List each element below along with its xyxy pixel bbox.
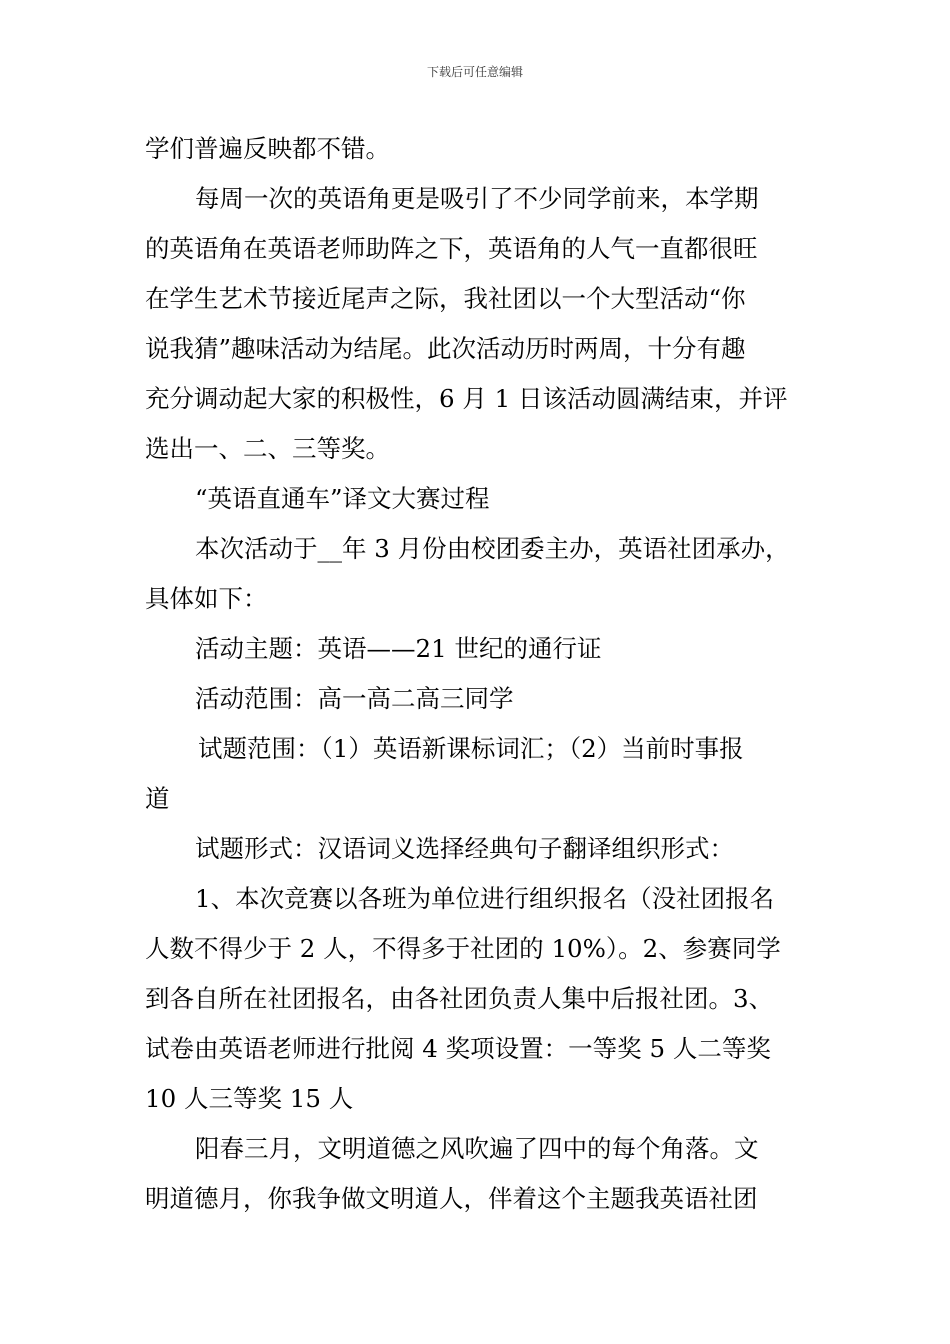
text-line: 选出一、二、三等奖。 <box>145 434 390 463</box>
text-line: 试卷由英语老师进行批阅 4 奖项设置：一等奖 5 人二等奖 <box>145 1034 771 1063</box>
text-line: 每周一次的英语角更是吸引了不少同学前来，本学期 <box>195 184 759 213</box>
text-line: 学们普遍反映都不错。 <box>145 134 390 163</box>
text-line: 阳春三月，文明道德之风吹遍了四中的每个角落。文 <box>195 1134 759 1163</box>
text-line: 充分调动起大家的积极性，6 月 1 日该活动圆满结束，并评 <box>145 384 788 413</box>
document-body <box>145 124 810 1224</box>
text-line: 1、本次竞赛以各班为单位进行组织报名（没社团报名 <box>195 884 775 913</box>
text-line: 道 <box>145 784 170 813</box>
page-header: 下载后可任意编辑 <box>426 65 523 79</box>
text-line: 试题范围：（1）英语新课标词汇；（2）当前时事报 <box>198 734 744 763</box>
text-line: 说我猜”趣味活动为结尾。此次活动历时两周，十分有趣 <box>145 334 746 363</box>
text-line: 10 人三等奖 15 人 <box>145 1084 354 1113</box>
text-line: 活动范围：高一高二高三同学 <box>195 684 514 713</box>
text-line: 本次活动于__年 3 月份由校团委主办，英语社团承办， <box>195 534 790 563</box>
text-line: 试题形式：汉语词义选择经典句子翻译组织形式： <box>195 834 734 863</box>
text-line: 的英语角在英语老师助阵之下，英语角的人气一直都很旺 <box>145 234 758 263</box>
section-heading: “英语直通车”译文大赛过程 <box>195 484 490 513</box>
text-line: 具体如下： <box>145 584 268 613</box>
text-line: 到各自所在社团报名，由各社团负责人集中后报社团。3、 <box>145 984 774 1013</box>
text-line: 在学生艺术节接近尾声之际，我社团以一个大型活动“你 <box>145 284 746 313</box>
text-line: 人数不得少于 2 人，不得多于社团的 10%）。2、参赛同学 <box>145 934 781 963</box>
text-line: 活动主题：英语——21 世纪的通行证 <box>195 634 602 663</box>
text-line: 明道德月，你我争做文明道人，伴着这个主题我英语社团 <box>145 1184 758 1213</box>
